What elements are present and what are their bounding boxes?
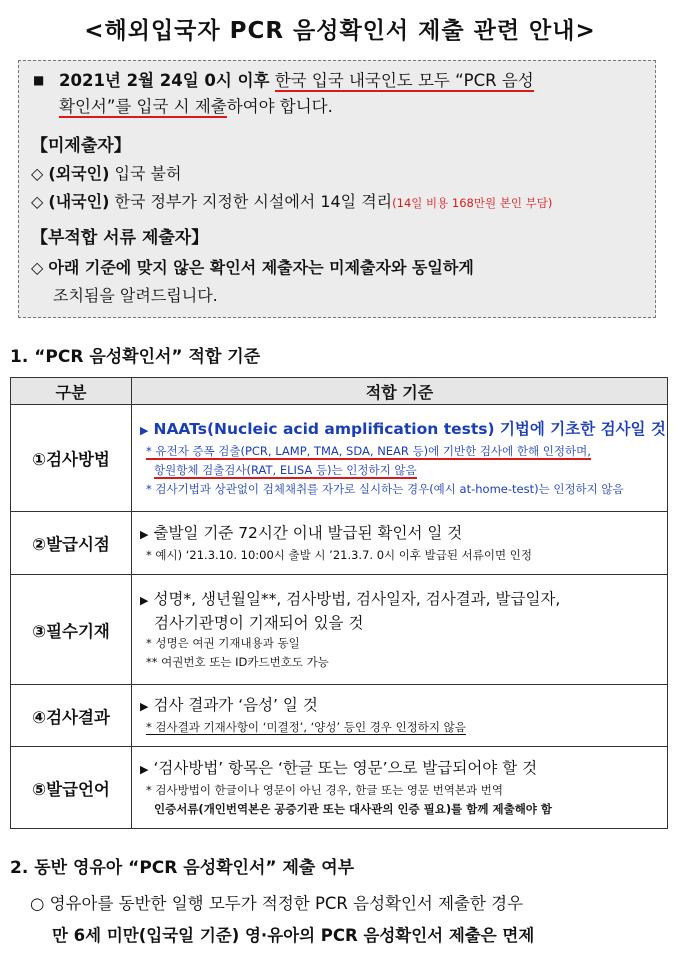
triangle-bullet-icon: ▶ — [140, 423, 149, 437]
section-1-heading: 1. “PCR 음성확인서” 적합 기준 — [10, 347, 261, 367]
table-row — [11, 405, 668, 512]
page-title: <해외입국자 PCR 음성확인서 제출 관련 안내> — [84, 18, 596, 44]
notice-highlight-2: 확인서”를 입국 시 제출 — [59, 97, 227, 116]
section-2-line-2: 만 6세 미만(입국일 기준) 영·유아의 PCR 음성확인서 제출은 면제 — [52, 926, 535, 945]
diamond-icon: ◇ — [31, 192, 44, 211]
row-label: ①검사방법 — [11, 405, 132, 512]
effective-date: 2021년 2월 24일 0시 이후 — [59, 71, 270, 90]
row-criteria: ▶ 성명*, 생년월일**, 검사방법, 검사일자, 검사결과, 발급일자, 검사기관명이 기재되어 있을 것 * 성명은 여권 기재내용과 동일 ** 여권번호 또는 ID카드번호도 가능 — [132, 575, 668, 685]
criteria-table — [10, 377, 668, 829]
row-label: ③필수기재 — [11, 575, 132, 685]
row-criteria: ▶ 출발일 기준 72시간 이내 발급된 확인서 일 것 * 예시) ‘21.3.10. 10:00시 출발 시 ’21.3.7. 0시 이후 발급된 서류이면 인정 — [132, 512, 668, 575]
table-row — [11, 575, 668, 685]
notice-line-2-rest: 하여야 합니다. — [226, 97, 333, 116]
table-row — [11, 747, 668, 829]
quarantine-cost-note: (14일 비용 168만원 본인 부담) — [392, 196, 553, 210]
invalid-doc-line-2: 조치됨을 알려드립니다. — [53, 286, 218, 305]
triangle-bullet-icon: ▶ — [140, 593, 149, 607]
section-2-heading: 2. 동반 영유아 “PCR 음성확인서” 제출 여부 — [10, 858, 355, 878]
diamond-icon: ◇ — [31, 258, 44, 277]
invalid-doc-line-1: ◇ 아래 기준에 맞지 않은 확인서 제출자는 미제출자와 동일하게 — [31, 258, 474, 277]
triangle-bullet-icon: ▶ — [140, 700, 149, 713]
non-submitter-heading: 【미제출자】 — [31, 136, 131, 156]
diamond-icon: ◇ — [31, 164, 44, 183]
row-criteria: ▶ NAATs(Nucleic acid amplification tests) 기법에 기초한 검사일 것 * 유전자 증폭 검출(PCR, LAMP, TMA, SDA, NEAR 등)에 기반한 검사에 한해 인정하며, 항원항체 검출검사(RAT, ELISA 등)는 인정하지 않음 * 검사기법과 상관없이 검체채취를 자가로 실시하는 경우(예시 at-home-test)는 인정하지 않음 — [132, 405, 668, 512]
row-label: ⑤발급언어 — [11, 747, 132, 829]
notice-line-1 — [59, 67, 534, 91]
notice-box — [18, 60, 656, 318]
non-submitter-korean: ◇ (내국인) 한국 정부가 지정한 시설에서 14일 격리(14일 비용 168만원 본인 부담) — [31, 192, 553, 211]
col-header-category: 구분 — [11, 378, 132, 405]
section-2-line-1: ○ 영유아를 동반한 일행 모두가 적정한 PCR 음성확인서 제출한 경우 — [30, 894, 524, 913]
row-criteria: ▶ 검사 결과가 ‘음성’ 일 것 * 검사결과 기재사항이 ‘미결정’, ‘양성’ 등인 경우 인정하지 않음 — [132, 685, 668, 747]
row-label: ④검사결과 — [11, 685, 132, 747]
row-label: ②발급시점 — [11, 512, 132, 575]
notice-line-2 — [59, 93, 333, 117]
col-header-criteria: 적합 기준 — [132, 378, 668, 405]
notice-highlight-1: 한국 입국 내국인도 모두 “PCR 음성 — [274, 71, 534, 90]
circle-bullet-icon: ○ — [30, 894, 45, 913]
table-header-row — [11, 378, 668, 405]
invalid-doc-heading: 【부적합 서류 제출자】 — [31, 228, 209, 248]
square-bullet-icon: ■ — [33, 73, 45, 87]
row-criteria: ▶ ‘검사방법’ 항목은 ‘한글 또는 영문’으로 발급되어야 할 것 * 검사방법이 한글이나 영문이 아닌 경우, 한글 또는 영문 번역본과 번역 인증서류(개인번역본은 공증기관 또는 대사관의 인증 필요)를 함께 제출해야 함 — [132, 747, 668, 829]
triangle-bullet-icon: ▶ — [140, 527, 149, 541]
table-row — [11, 685, 668, 747]
triangle-bullet-icon: ▶ — [140, 762, 149, 776]
non-submitter-foreigner: ◇ (외국인) 입국 불허 — [31, 164, 182, 183]
table-row — [11, 512, 668, 575]
